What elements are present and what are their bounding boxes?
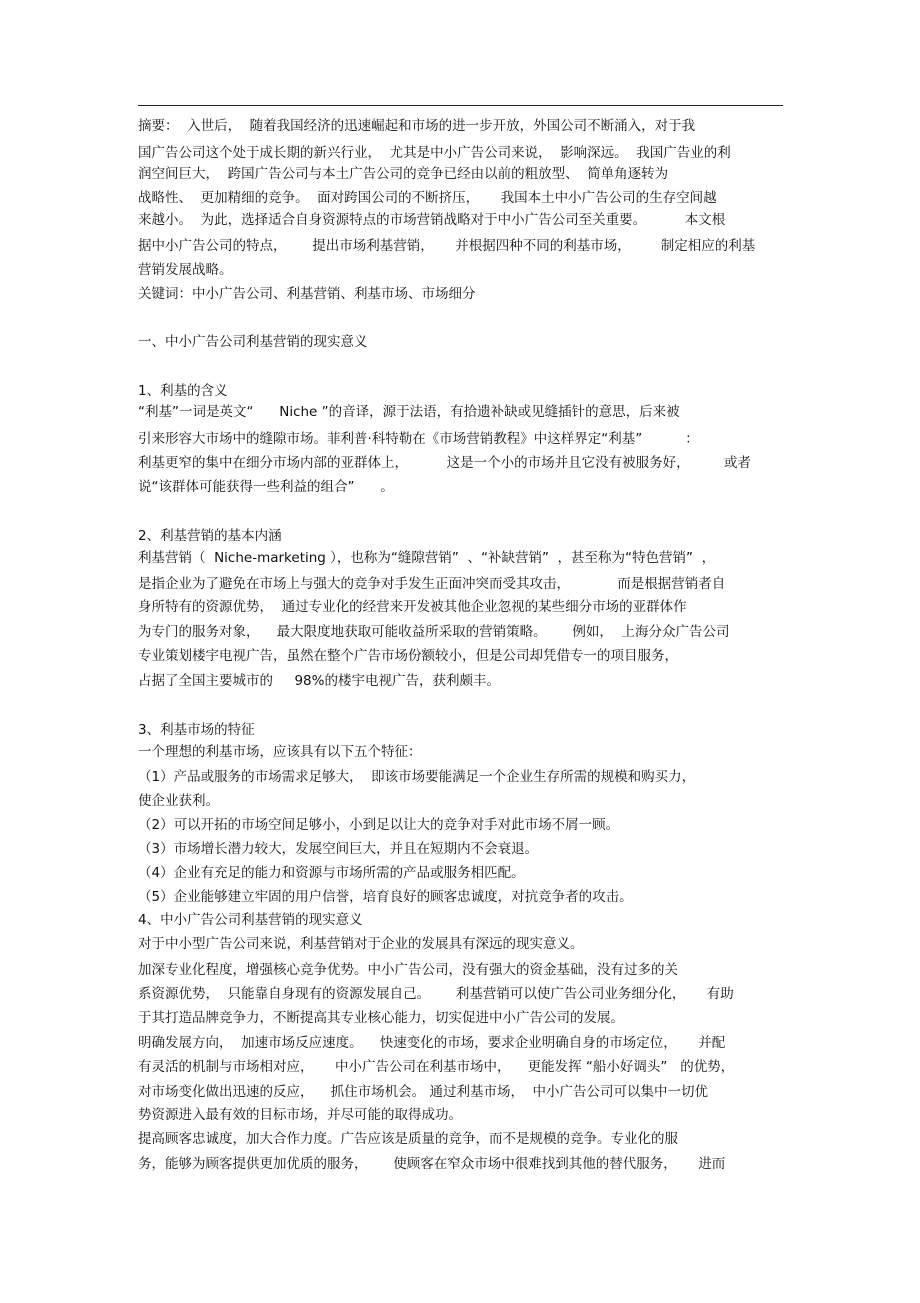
abstract-line: 润空间巨大， 跨国广告公司与本土广告公司的竞争已经由以前的粗放型、 简单角逐转为 — [138, 166, 669, 182]
paragraph-line: 系资源优势， 只能靠自身现有的资源发展自己。 利基营销可以使广告公司业务细分化， 有助 — [138, 986, 734, 1002]
paragraph-line: 加深专业化程度，增强核心竞争优势。中小广告公司，没有强大的资金基础，没有过多的关 — [138, 962, 678, 978]
paragraph-line: 有灵活的机制与市场相对应， 中小广告公司在利基市场中， 更能发挥 “船小好调头” 的优势， — [138, 1059, 735, 1075]
abstract-line: 战略性、 更加精细的竞争。 面对跨国公司的不断挤压， 我国本土中小广告公司的生存空间越 — [138, 190, 717, 206]
header-rule — [138, 105, 783, 106]
paragraph-line: “利基”一词是英文“ Niche ”的音译，源于法语，有拾遗补缺或见缝插针的意思，后来被 — [138, 404, 680, 420]
list-item-line: 使企业获利。 — [138, 793, 219, 809]
paragraph-line: 利基营销（ Niche-marketing ），也称为“缝隙营销” 、“补缺营销” ，甚至称为“特色营销” ， — [138, 550, 716, 566]
subheading-line: 1、利基的含义 — [138, 383, 228, 399]
section-heading-line: 一、中小广告公司利基营销的现实意义 — [138, 334, 368, 350]
paragraph-line: 务，能够为顾客提供更加优质的服务， 使顾客在窄众市场中很难找到其他的替代服务， 进而 — [138, 1156, 726, 1172]
abstract-line: 国广告公司这个处于成长期的新兴行业， 尤其是中小广告公司来说， 影响深远。 我国广告业的利 — [138, 145, 731, 161]
paragraph-line: 提高顾客忠诚度，加大合作力度。广告应该是质量的竞争，而不是规模的竞争。专业化的服 — [138, 1131, 678, 1147]
list-item-line: （1）产品或服务的市场需求足够大， 即该市场要能满足一个企业生存所需的规模和购买力， — [138, 769, 696, 785]
paragraph-line: 于其打造品牌竞争力，不断提高其专业核心能力，切实促进中小广告公司的发展。 — [138, 1010, 624, 1026]
paragraph-line: 对市场变化做出迅速的反应， 抓住市场机会。 通过利基市场， 中小广告公司可以集中一切优 — [138, 1084, 709, 1100]
list-item-line: （5）企业能够建立牢固的用户信誉，培育良好的顾客忠诚度，对抗竞争者的攻击。 — [138, 889, 633, 905]
paragraph-line: 专业策划楼宇电视广告，虽然在整个广告市场份额较小，但是公司却凭借专一的项目服务， — [138, 648, 678, 664]
keywords-line: 关键词：中小广告公司、利基营销、利基市场、市场细分 — [138, 286, 476, 302]
paragraph-line: 势资源进入最有效的目标市场，并尽可能的取得成功。 — [138, 1107, 462, 1123]
paragraph-line: 明确发展方向， 加速市场反应速度。 快速变化的市场，要求企业明确自身的市场定位， 并配 — [138, 1035, 726, 1051]
paragraph-line: 利基更窄的集中在细分市场内部的亚群体上， 这是一个小的市场并且它没有被服务好， 或者 — [138, 455, 751, 471]
abstract-line: 营销发展战略。 — [138, 262, 233, 278]
subheading-line: 3、利基市场的特征 — [138, 722, 255, 738]
paragraph-line: 说“该群体可能获得一些利益的组合” 。 — [138, 479, 394, 495]
list-item-line: （4）企业有充足的能力和资源与市场所需的产品或服务相匹配。 — [138, 865, 525, 881]
paragraph-line: 引来形容大市场中的缝隙市场。菲利普·科特勒在《市场营销教程》中这样界定“利基” ： — [138, 431, 699, 447]
list-item-line: （3）市场增长潜力较大，发展空间巨大，并且在短期内不会衰退。 — [138, 841, 539, 857]
paragraph-line: 是指企业为了避免在市场上与强大的竞争对手发生正面冲突而受其攻击， 而是根据营销者自 — [138, 576, 726, 592]
abstract-line: 来越小。 为此，选择适合自身资源特点的市场营销战略对于中小广告公司至关重要。 本文根 — [138, 212, 726, 228]
list-item-line: （2）可以开拓的市场空间足够小，小到足以让大的竞争对手对此市场不屑一顾。 — [138, 817, 620, 833]
abstract-line: 据中小广告公司的特点， 提出市场利基营销， 并根据四种不同的利基市场， 制定相应的利基 — [138, 238, 756, 254]
subheading-line: 4、中小广告公司利基营销的现实意义 — [138, 912, 363, 928]
paragraph-line: 为专门的服务对象， 最大限度地获取可能收益所采取的营销策略。 例如， 上海分众广告公司 — [138, 624, 730, 640]
abstract-line: 摘要： 入世后， 随着我国经济的迅速崛起和市场的进一步开放，外国公司不断涌入，对于我 — [138, 118, 696, 134]
paragraph-line: 对于中小型广告公司来说，利基营销对于企业的发展具有深远的现实意义。 — [138, 936, 584, 952]
paragraph-line: 一个理想的利基市场，应该具有以下五个特征： — [138, 744, 422, 760]
paragraph-line: 占据了全国主要城市的 98%的楼宇电视广告，获利颇丰。 — [138, 673, 500, 689]
subheading-line: 2、利基营销的基本内涵 — [138, 528, 282, 544]
paragraph-line: 身所特有的资源优势， 通过专业化的经营来开发被其他企业忽视的某些细分市场的亚群体作 — [138, 599, 687, 615]
